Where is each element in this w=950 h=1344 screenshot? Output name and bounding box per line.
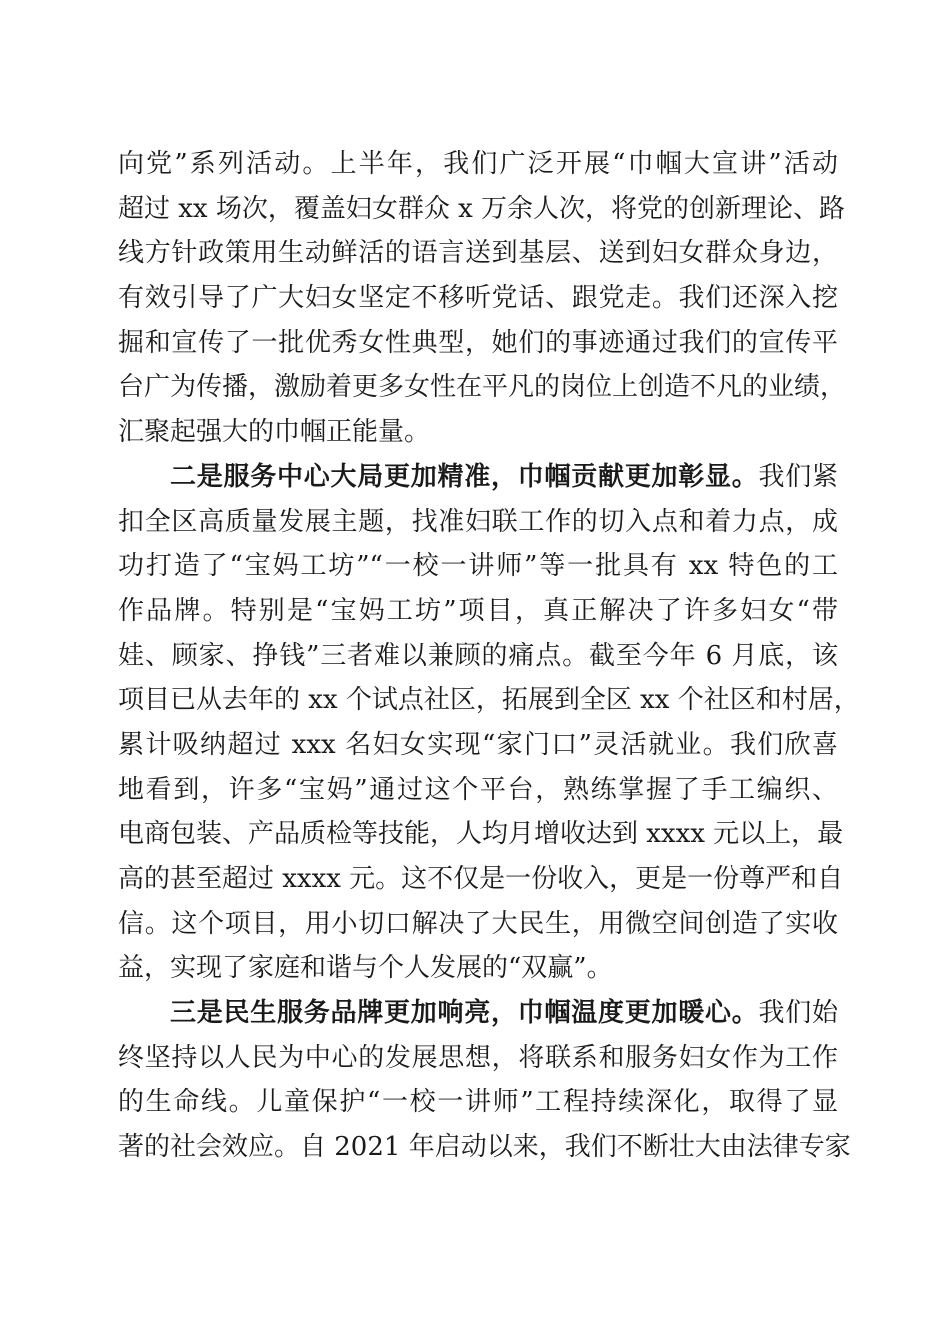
text-line: 的生命线。儿童保护“一校一讲师”工程持续深化，取得了显 — [118, 1087, 838, 1118]
paragraph-1 — [118, 142, 847, 455]
text-line: 功打造了“宝妈工坊”“一校一讲师”等一批具有 xx 特色的工 — [118, 551, 838, 582]
document-body — [118, 142, 860, 1170]
text-line: 著的社会效应。自 2021 年启动以来，我们不断壮大由法律专家 — [118, 1132, 851, 1163]
text-line: 线方针政策用生动鲜活的语言送到基层、送到妇女群众身边， — [118, 238, 838, 269]
text-line: 向党”系列活动。上半年，我们广泛开展“巾帼大宣讲”活动 — [118, 149, 838, 179]
text-line: 高的甚至超过 xxxx 元。这不仅是一份收入，更是一份尊严和自 — [118, 864, 844, 894]
text-line: 终坚持以人民为中心的发展思想，将联系和服务妇女作为工作 — [118, 1042, 838, 1073]
text-line: 作品牌。特别是“宝妈工坊”项目，真正解决了许多妇女“带 — [118, 595, 838, 626]
text-line: 有效引导了广大妇女坚定不移听党话、跟党走。我们还深入挖 — [118, 283, 838, 314]
text-line: 扣全区高质量发展主题，找准妇联工作的切入点和着力点，成 — [118, 506, 838, 537]
paragraph-heading: 二是服务中心大局更加精准，巾帼贡献更加彰显。 — [170, 461, 759, 492]
heading-line-rest: 我们紧 — [758, 461, 838, 492]
text-line: 信。这个项目，用小切口解决了大民生，用微空间创造了实收 — [118, 908, 838, 939]
paragraph-heading-line — [118, 455, 838, 500]
text-line: 超过 xx 场次，覆盖妇女群众 x 万余人次，将党的创新理论、路 — [118, 193, 846, 224]
paragraph-heading-line — [118, 991, 838, 1036]
text-line: 汇聚起强大的巾帼正能量。 — [118, 417, 431, 448]
paragraph-3 — [118, 991, 851, 1170]
text-line: 掘和宣传了一批优秀女性典型，她们的事迹通过我们的宣传平 — [118, 327, 838, 358]
text-line: 电商包装、产品质检等技能，人均月增收达到 xxxx 元以上，最 — [118, 819, 844, 850]
text-line: 累计吸纳超过 xxx 名妇女实现“家门口”灵活就业。我们欣喜 — [118, 729, 838, 760]
text-line: 台广为传播，激励着更多女性在平凡的岗位上创造不凡的业绩， — [118, 372, 847, 403]
text-line: 娃、顾家、挣钱”三者难以兼顾的痛点。截至今年 6 月底，该 — [118, 640, 838, 671]
text-line: 项目已从去年的 xx 个试点社区，拓展到全区 xx 个社区和村居， — [118, 685, 860, 716]
heading-line-rest: 我们始 — [758, 998, 838, 1029]
text-line: 益，实现了家庭和谐与个人发展的“双赢”。 — [118, 953, 613, 984]
paragraph-2 — [118, 455, 860, 991]
text-line: 地看到，许多“宝妈”通过这个平台，熟练掌握了手工编织、 — [118, 774, 838, 805]
paragraph-heading: 三是民生服务品牌更加响亮，巾帼温度更加暖心。 — [170, 998, 759, 1029]
